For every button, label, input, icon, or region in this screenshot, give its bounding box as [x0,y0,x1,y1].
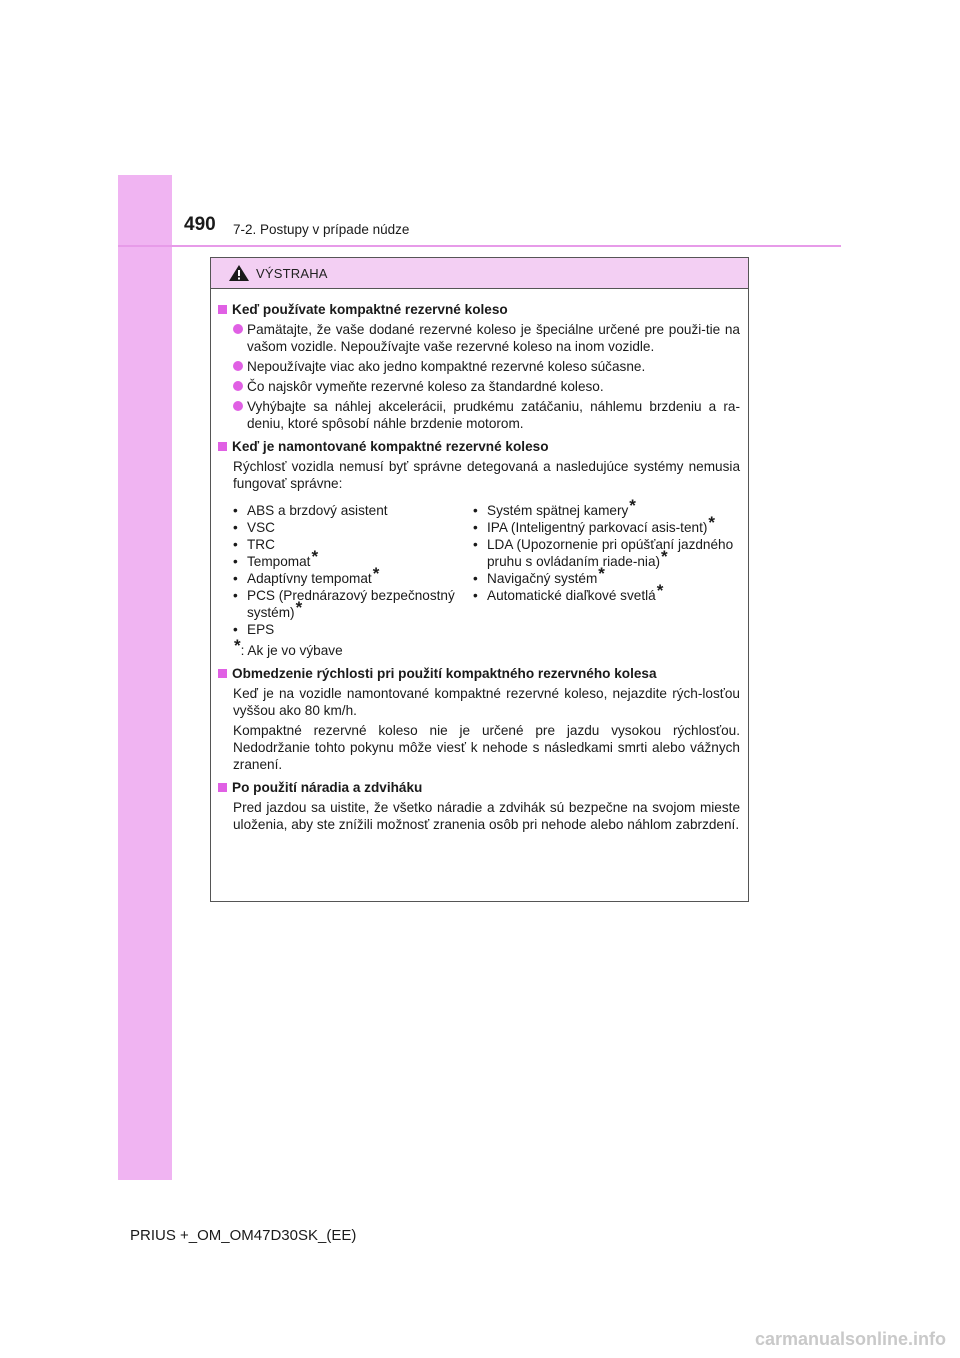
document-code: PRIUS +_OM_OM47D30SK_(EE) [130,1227,357,1244]
list-item: • Automatické diaľkové svetlá* [473,581,664,603]
warning-box [210,257,749,902]
section-heading: Keď používate kompaktné rezervné koleso [217,301,740,318]
list-item: • EPS [233,622,275,637]
systems-list [217,496,740,638]
list-item: • PCS (Prednárazový bezpečnostný systém)* [233,588,455,620]
footnote: *: Ak je vo výbave [234,636,343,658]
asterisk-mark: * [311,547,319,566]
systems-list-left [233,502,473,638]
list-item: • TRC [233,537,275,552]
asterisk-mark: * [295,598,303,617]
paragraph: Kompaktné rezervné koleso nie je určené pre jazdu vysokou rýchlosťou. Nedodržanie tohto pokynu môže viesť k nehode s následkami smrti alebo vážnych zranení. [233,723,740,772]
watermark: carmanualsonline.info [754,1329,946,1349]
systems-list-right [473,496,740,638]
warning-header [211,258,748,289]
asterisk-mark: * [661,547,668,566]
square-bullet-icon [218,442,227,451]
asterisk-mark: * [656,581,664,600]
square-bullet-icon [218,669,227,678]
side-band [118,175,172,1180]
paragraph: Rýchlosť vozidla nemusí byť správne detegovaná a nasledujúce systémy nemusia fungovať správne: [233,459,740,491]
list-item: • Adaptívny tempomat* [233,564,380,586]
header-divider [118,245,841,247]
list-item: Čo najskôr vymeňte rezervné koleso za štandardné koleso. [217,378,740,395]
circle-bullet-icon [233,324,243,334]
section-title: 7-2. Postupy v prípade núdze [233,222,410,237]
list-item: Vyhýbajte sa náhlej akcelerácii, prudkému zatáčaniu, náhlemu brzdeniu a ra-deniu, ktoré spôsobí náhle brzdenie motorom. [217,398,740,432]
warning-triangle-icon [228,264,250,282]
circle-bullet-icon [233,361,243,371]
list-item: • Tempomat* [233,547,319,569]
list-item: • VSC [233,520,275,535]
list-item: • Navigačný systém* [473,564,605,586]
page-number: 490 [184,214,216,235]
asterisk-mark: * [629,496,636,515]
paragraph: Pred jazdou sa uistite, že všetko náradie a zdvihák sú bezpečne na svojom mieste uloženia, aby ste znížili možnosť zranenia osôb pri nehode alebo náhlom zabrzdení. [233,800,740,832]
warning-content [211,289,748,833]
asterisk-mark: * [598,564,605,583]
section-heading: Po použití náradia a zdviháku [217,779,740,796]
list-item: • LDA (Upozornenie pri opúšťaní jazdného pruhu s ovládaním riade-nia)* [473,537,734,569]
section-heading: Obmedzenie rýchlosti pri použití kompaktného rezervného kolesa [217,665,740,682]
list-item: Nepoužívajte viac ako jedno kompaktné rezervné koleso súčasne. [217,358,740,375]
paragraph: Keď je na vozidle namontované kompaktné rezervné koleso, nejazdite rých-losťou vyššou ako 80 km/h. [233,686,740,718]
asterisk-mark: * [234,636,241,655]
asterisk-mark: * [708,513,715,532]
asterisk-mark: * [372,564,380,583]
circle-bullet-icon [233,401,243,411]
list-item: • Systém spätnej kamery* [473,496,636,518]
section-heading: Keď je namontované kompaktné rezervné koleso [217,438,740,455]
circle-bullet-icon [233,381,243,391]
square-bullet-icon [218,783,227,792]
list-item: Pamätajte, že vaše dodané rezervné koleso je špeciálne určené pre použi-tie na vašom vozidle. Nepoužívajte vaše rezervné koleso na inom vozidle. [217,321,740,355]
square-bullet-icon [218,305,227,314]
warning-title: VÝSTRAHA [256,265,328,281]
list-item: • IPA (Inteligentný parkovací asis-tent)* [473,513,715,535]
list-item: • ABS a brzdový asistent [233,503,388,518]
